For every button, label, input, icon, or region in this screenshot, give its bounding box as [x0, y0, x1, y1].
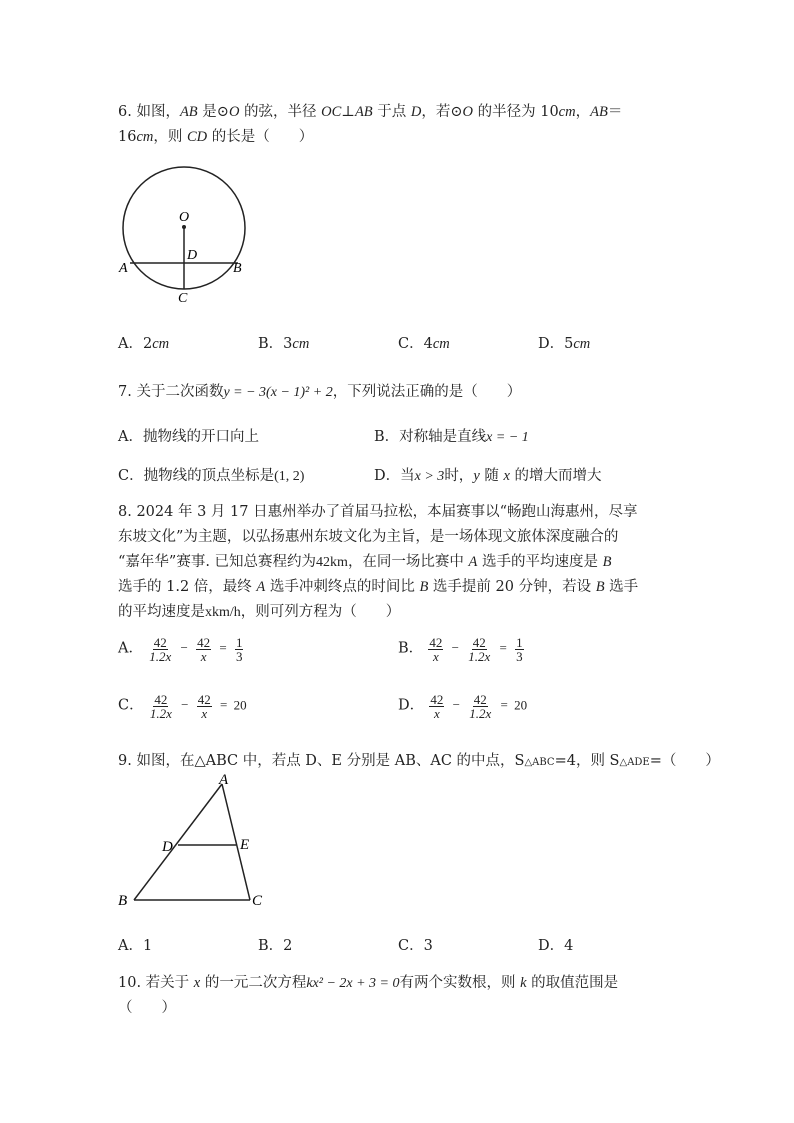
label-b: B — [118, 893, 128, 909]
label-a: A — [219, 772, 229, 788]
q10-stem-line1: 10. 若关于 x 的一元二次方程kx² − 2x + 3 = 0有两个实数根，则 k 的取值范围是 — [118, 975, 619, 991]
q6-option-b[interactable]: B．3cm — [258, 336, 310, 352]
label-e: E — [240, 837, 250, 853]
label-b: B — [233, 261, 242, 276]
q6-option-c[interactable]: C．4cm — [398, 336, 450, 352]
q9-option-d[interactable]: D．4 — [538, 938, 574, 954]
q9-option-c[interactable]: C．3 — [398, 938, 433, 954]
q8-option-d[interactable]: D． $\frac{42}{x}$ − $\frac{42}{1.2x}$ = 20 — [398, 692, 528, 721]
q10-formula: kx² − 2x + 3 = 0 — [306, 976, 400, 991]
q8-option-a[interactable]: A． $\frac{42}{1.2x}$ − $\frac{42}{x}$ = $\frac{1}{3}$ — [118, 635, 243, 664]
q7-option-b[interactable]: B．对称轴是直线x = − 1 — [374, 429, 529, 445]
q6-circle-figure — [110, 158, 260, 308]
q7-stem: 7. 关于二次函数y = − 3(x − 1)² + 2，下列说法正确的是（ ） — [118, 384, 522, 400]
label-c: C — [178, 291, 188, 306]
q8-stem-line4: 选手的 1.2 倍，最终 A 选手冲刺终点的时间比 B 选手提前 20 分钟，若设 B 选手 — [118, 579, 639, 595]
q9-option-b[interactable]: B．2 — [258, 938, 293, 954]
q9-triangle-figure — [112, 772, 272, 912]
label-d: D — [187, 248, 198, 263]
q7-option-c[interactable]: C．抛物线的顶点坐标是(1, 2) — [118, 468, 305, 484]
q7-option-a[interactable]: A．抛物线的开口向上 — [118, 429, 259, 445]
q8-stem-line3: “嘉年华”赛事. 已知总赛程约为42km，在同一场比赛中 A 选手的平均速度是 B — [118, 554, 612, 570]
label-c: C — [252, 893, 263, 909]
label-a: A — [119, 261, 128, 276]
q6-stem-line2: 16cm，则 CD 的长是（ ） — [118, 129, 314, 145]
q8-option-b[interactable]: B． $\frac{42}{x}$ − $\frac{42}{1.2x}$ = $\frac{1}{3}$ — [398, 635, 523, 664]
q7-formula: y = − 3(x − 1)² + 2 — [223, 385, 333, 400]
q6-option-d[interactable]: D．5cm — [538, 336, 591, 352]
q8-option-c[interactable]: C． $\frac{42}{1.2x}$ − $\frac{42}{x}$ = 20 — [118, 692, 247, 721]
q6-stem-line1: 6. 如图，AB 是⊙O 的弦，半径 OC⊥AB 于点 D，若⊙O 的半径为 10cm，AB＝ — [118, 104, 623, 120]
q9-option-a[interactable]: A．1 — [118, 938, 153, 954]
label-o: O — [179, 210, 190, 225]
side-ab — [134, 784, 222, 900]
q8-stem-line1: 8. 2024 年 3 月 17 日惠州举办了首届马拉松，本届赛事以“畅跑山海惠州，尽享 — [118, 504, 638, 520]
q9-stem: 9. 如图，在△ABC 中，若点 D、E 分别是 AB、AC 的中点，S△ABC=4，则 S△ADE=（ ） — [118, 753, 720, 769]
label-d: D — [162, 839, 173, 855]
center-dot — [182, 225, 186, 229]
q6-option-a[interactable]: A．2cm — [118, 336, 170, 352]
q7-option-d[interactable]: D．当x > 3时，y 随 x 的增大而增大 — [374, 468, 602, 484]
q8-stem-line5: 的平均速度是xkm/h，则可列方程为（ ） — [118, 604, 401, 620]
q8-stem-line2: 东坡文化”为主题，以弘扬惠州东坡文化为主旨，是一场体现文旅体深度融合的 — [118, 529, 619, 545]
q10-stem-line2: （ ） — [118, 1000, 176, 1016]
